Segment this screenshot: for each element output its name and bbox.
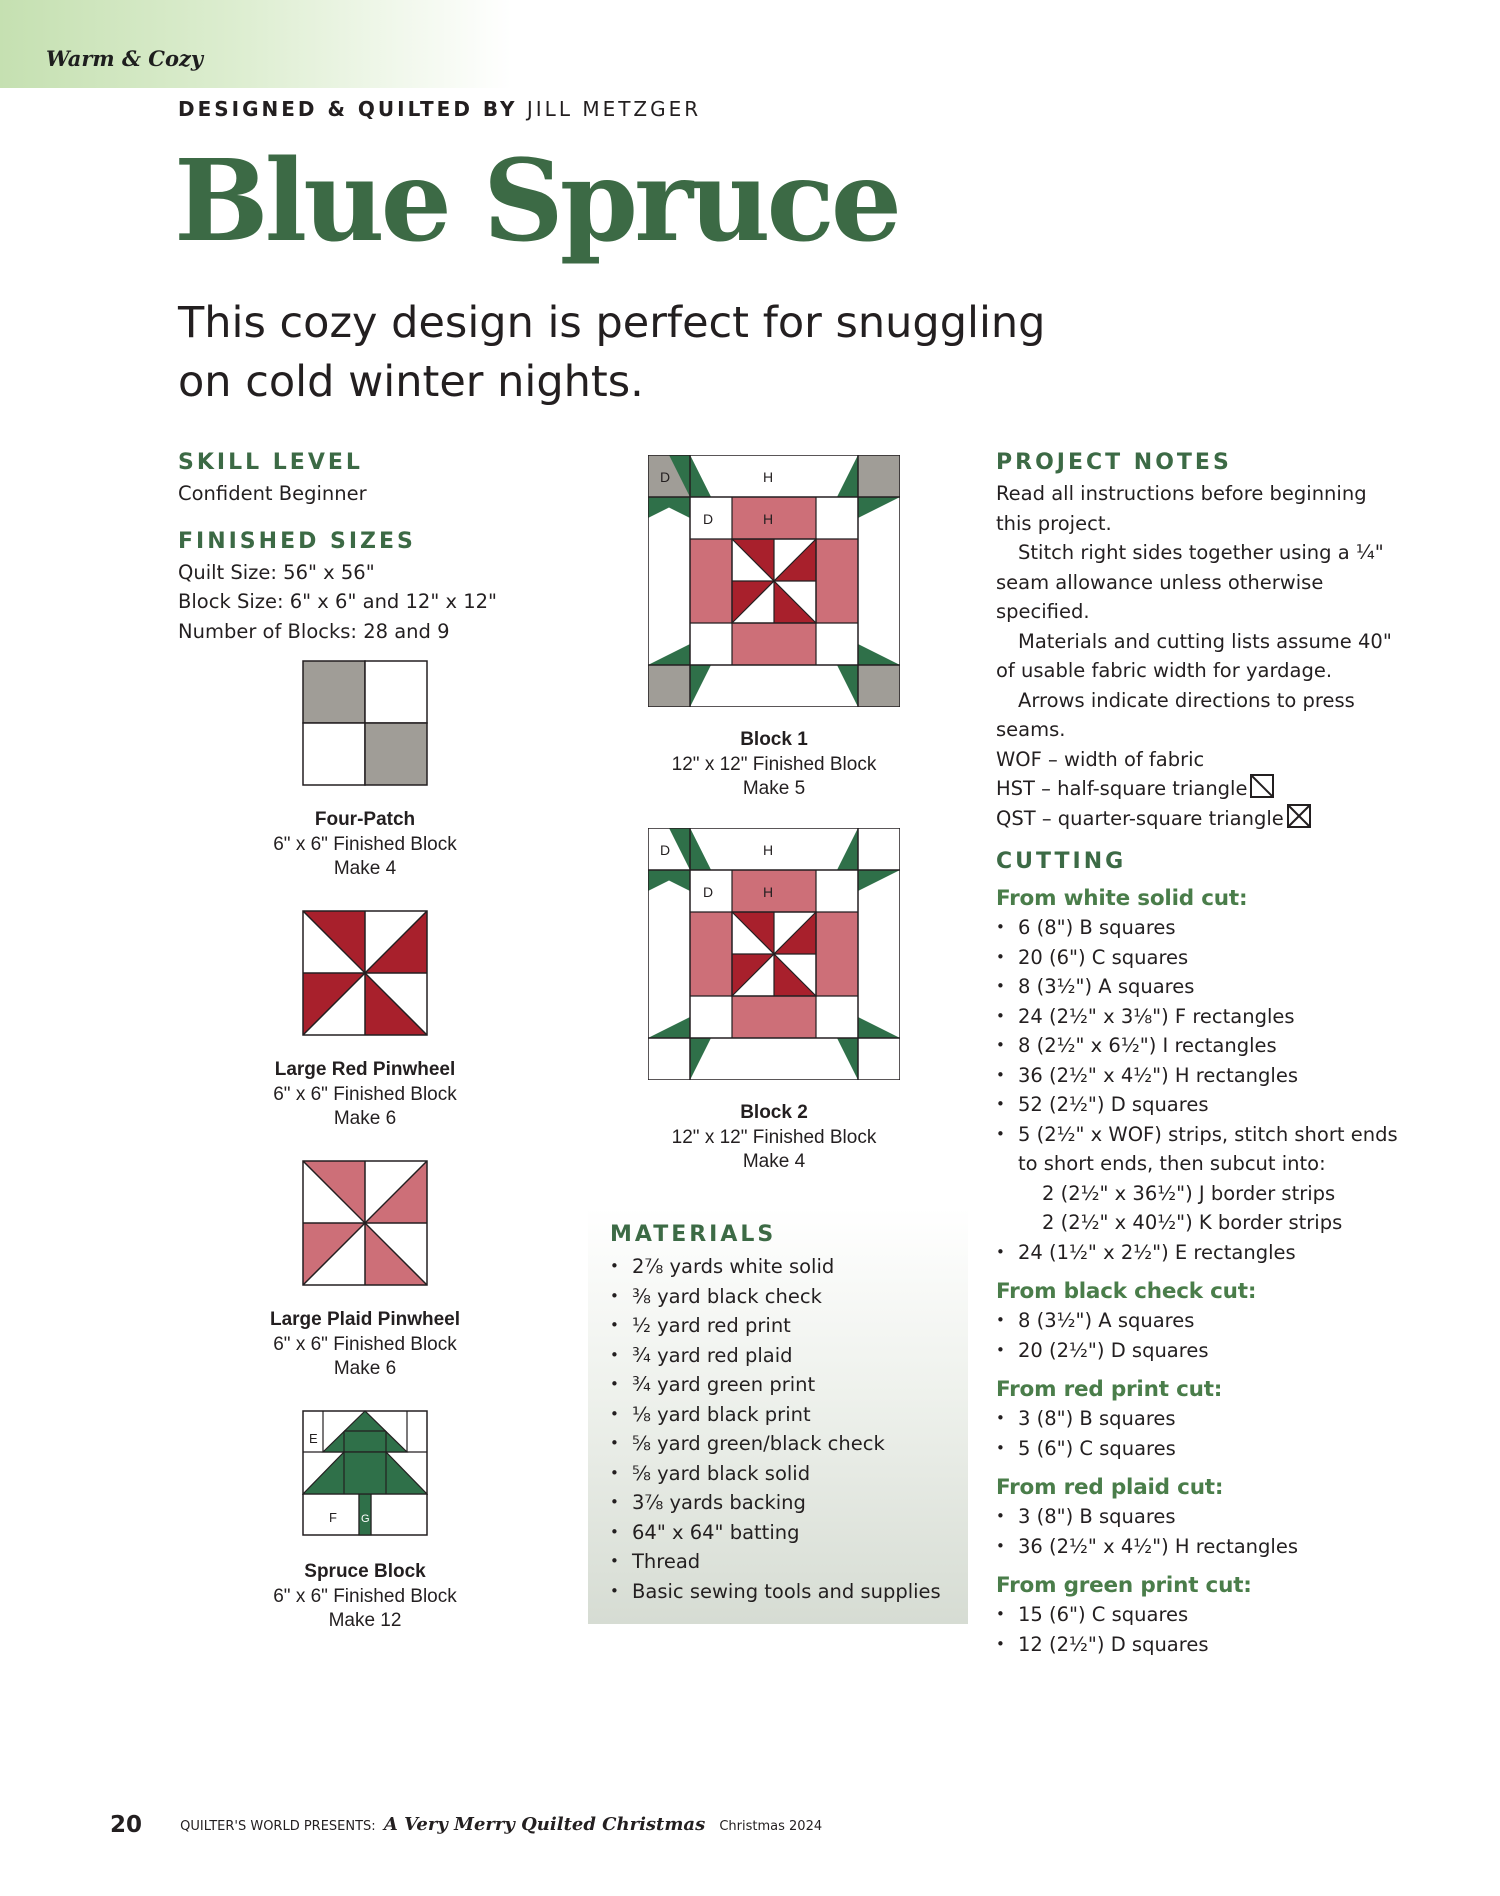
qst-definition: QST – quarter-square triangle <box>996 806 1284 830</box>
plaid-pinwheel-make: Make 6 <box>333 1358 397 1379</box>
plaid-pinwheel-name: Large Plaid Pinwheel <box>269 1309 461 1330</box>
label-h-top: H <box>763 469 774 485</box>
list-item: • ¾ yard red plaid <box>610 1341 941 1371</box>
hst-definition: HST – half-square triangle <box>996 777 1248 800</box>
page-subtitle: This cozy design is perfect for snuggling on cold winter nights. <box>178 298 1046 407</box>
list-item: • 8 (3½") A squares <box>996 1306 1396 1336</box>
page-number: 20 <box>110 1812 143 1838</box>
list-item: • Thread <box>610 1547 941 1577</box>
spruce-caption <box>205 1560 525 1634</box>
skill-level-heading: SKILL LEVEL <box>178 450 363 475</box>
quilt-size: Quilt Size: 56" x 56" <box>178 560 375 584</box>
list-item: • 15 (6") C squares <box>996 1600 1396 1630</box>
red-pinwheel-name: Large Red Pinwheel <box>274 1059 456 1080</box>
red-pinwheel-caption <box>205 1058 525 1132</box>
list-item: • ⅜ yard black check <box>610 1282 941 1312</box>
green-print-subheading: From green print cut: <box>996 1573 1252 1598</box>
list-item: • 8 (3½") A squares <box>996 972 1396 1002</box>
hst-line <box>996 774 1396 804</box>
block1-diagram <box>648 455 900 707</box>
label-d-corner: D <box>660 842 671 858</box>
skill-level-value: Confident Beginner <box>178 482 367 505</box>
red-plaid-subheading: From red plaid cut: <box>996 1475 1224 1500</box>
block2-size: 12" x 12" Finished Block <box>671 1126 877 1148</box>
green-print-list <box>996 1600 1396 1659</box>
spruce-name: Spruce Block <box>304 1561 426 1582</box>
label-h-top: H <box>763 842 774 858</box>
list-item: • 36 (2½" x 4½") H rectangles <box>996 1061 1396 1091</box>
black-check-list <box>996 1306 1396 1365</box>
list-item: • 36 (2½" x 4½") H rectangles <box>996 1532 1396 1562</box>
list-item: • 5 (6") C squares <box>996 1434 1396 1464</box>
block1-make: Make 5 <box>742 778 806 799</box>
white-solid-subheading: From white solid cut: <box>996 886 1248 911</box>
label-h-inner: H <box>763 884 774 900</box>
spruce-label-e: E <box>309 1431 318 1446</box>
list-item: • 3⅞ yards backing <box>610 1488 941 1518</box>
list-item: • ½ yard red print <box>610 1311 941 1341</box>
byline-prefix: DESIGNED & QUILTED BY <box>178 97 518 121</box>
list-item: • 64" x 64" batting <box>610 1518 941 1548</box>
list-item: • 2⅞ yards white solid <box>610 1252 941 1282</box>
footer-magazine: A Very Merry Quilted Christmas <box>383 1814 706 1835</box>
qst-line <box>996 804 1396 834</box>
red-pinwheel-make: Make 6 <box>333 1108 397 1129</box>
number-of-blocks: Number of Blocks: 28 and 9 <box>178 619 450 643</box>
label-d-inner: D <box>703 511 714 527</box>
list-item: • 24 (1½" x 2½") E rectangles <box>996 1238 1396 1268</box>
spruce-size: 6" x 6" Finished Block <box>273 1585 457 1607</box>
list-item: • 6 (8") B squares <box>996 913 1396 943</box>
section-tab <box>0 0 512 88</box>
list-item: • 52 (2½") D squares <box>996 1090 1396 1120</box>
red-print-list <box>996 1404 1396 1463</box>
page-title: Blue Spruce <box>174 136 898 267</box>
designer-name: JILL METZGER <box>526 97 702 121</box>
byline <box>178 97 701 121</box>
cutting-heading: CUTTING <box>996 849 1127 874</box>
plaid-pinwheel-caption <box>205 1308 525 1382</box>
block1-name: Block 1 <box>740 729 808 750</box>
label-d-corner: D <box>660 469 671 485</box>
list-item: • 8 (2½" x 6½") I rectangles <box>996 1031 1396 1061</box>
plaid-pinwheel-diagram <box>302 1160 428 1286</box>
list-item: • ⅝ yard green/black check <box>610 1429 941 1459</box>
list-subitem: 2 (2½" x 40½") K border strips <box>1042 1211 1343 1234</box>
list-item: • ⅝ yard black solid <box>610 1459 941 1489</box>
materials-list <box>610 1252 941 1606</box>
materials-box <box>588 1208 968 1624</box>
page-footer <box>110 1812 822 1838</box>
list-item: • 12 (2½") D squares <box>996 1630 1396 1660</box>
qst-icon <box>1287 804 1311 828</box>
list-item: • 5 (2½" x WOF) strips, stitch short ends <box>996 1120 1396 1150</box>
four-patch-caption <box>205 808 525 882</box>
section-tab-label: Warm & Cozy <box>46 46 204 71</box>
label-d-inner: D <box>703 884 714 900</box>
red-print-subheading: From red print cut: <box>996 1377 1223 1402</box>
white-solid-list <box>996 913 1396 1267</box>
hst-icon <box>1250 774 1274 798</box>
block2-diagram <box>648 828 900 1080</box>
spruce-label-g: G <box>361 1513 370 1525</box>
list-subitem: 2 (2½" x 36½") J border strips <box>1042 1181 1336 1205</box>
list-item: • 3 (8") B squares <box>996 1404 1396 1434</box>
block1-caption <box>614 728 934 802</box>
footer-presents: QUILTER'S WORLD PRESENTS: <box>180 1819 376 1834</box>
spruce-block-diagram <box>302 1410 428 1536</box>
note-paragraph: Arrows indicate directions to press seams. <box>996 688 1355 741</box>
project-notes-heading: PROJECT NOTES <box>996 450 1232 475</box>
materials-heading: MATERIALS <box>610 1222 777 1247</box>
spruce-make: Make 12 <box>328 1610 402 1631</box>
list-item: • Basic sewing tools and supplies <box>610 1577 941 1607</box>
four-patch-name: Four-Patch <box>314 809 416 830</box>
four-patch-diagram <box>302 660 428 786</box>
red-pinwheel-diagram <box>302 910 428 1036</box>
note-paragraph: Stitch right sides together using a ¼" seam allowance unless otherwise specified. <box>996 541 1384 623</box>
block2-make: Make 4 <box>742 1151 806 1172</box>
block-size: Block Size: 6" x 6" and 12" x 12" <box>178 590 498 613</box>
list-item: • 3 (8") B squares <box>996 1502 1396 1532</box>
project-notes <box>996 479 1396 833</box>
block2-name: Block 2 <box>740 1102 808 1123</box>
spruce-label-f: F <box>329 1510 337 1525</box>
footer-issue: Christmas 2024 <box>719 1819 823 1834</box>
label-h-inner: H <box>763 511 774 527</box>
left-column <box>178 450 508 646</box>
red-plaid-list <box>996 1502 1396 1561</box>
wof-definition: WOF – width of fabric <box>996 747 1205 771</box>
four-patch-make: Make 4 <box>333 858 397 879</box>
list-item: • 24 (2½" x 3⅛") F rectangles <box>996 1002 1396 1032</box>
list-item: • 20 (2½") D squares <box>996 1336 1396 1366</box>
note-paragraph: Materials and cutting lists assume 40" of usable fabric width for yardage. <box>996 629 1392 682</box>
list-item-continuation: to short ends, then subcut into: <box>1018 1152 1326 1175</box>
right-column <box>996 450 1396 1659</box>
block2-caption <box>614 1101 934 1175</box>
list-item: • 20 (6") C squares <box>996 943 1396 973</box>
finished-sizes-heading: FINISHED SIZES <box>178 528 416 554</box>
black-check-subheading: From black check cut: <box>996 1279 1257 1304</box>
list-item: • ⅛ yard black print <box>610 1400 941 1430</box>
plaid-pinwheel-size: 6" x 6" Finished Block <box>273 1333 457 1355</box>
list-item: • ¾ yard green print <box>610 1370 941 1400</box>
block1-size: 12" x 12" Finished Block <box>671 753 877 775</box>
note-paragraph: Read all instructions before beginning this project. <box>996 482 1367 535</box>
four-patch-size: 6" x 6" Finished Block <box>273 833 457 855</box>
red-pinwheel-size: 6" x 6" Finished Block <box>273 1083 457 1105</box>
